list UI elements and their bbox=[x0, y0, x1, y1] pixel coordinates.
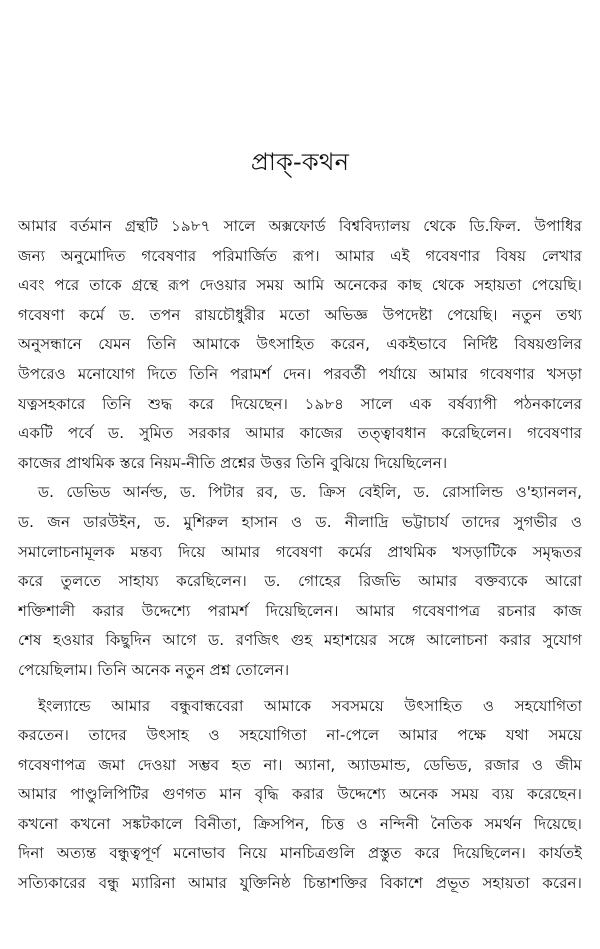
text-line: জন্য অনুমোদিত গবেষণার পরিমার্জিত রূপ। আমার এই গবেষণার বিষয় লেখার bbox=[18, 246, 582, 265]
text-line: দিনা অত্যন্ত বন্ধুত্বপূর্ণ মনোভাব নিয়ে মানচিত্রগুলি প্রস্তুত করে দিয়েছিলেন। কার্যতই bbox=[18, 844, 582, 863]
text-line: যত্নসহকারে তিনি শুদ্ধ করে দিয়েছেন। ১৯৮৪ সালে এক বর্ষব্যাপী পঠনকালের bbox=[18, 394, 582, 413]
paragraph-2 bbox=[18, 478, 582, 685]
text-line: কাজের প্রাথমিক স্তরে নিয়ম-নীতি প্রশ্নের উত্তর তিনি বুঝিয়ে দিয়েছিলেন। bbox=[18, 453, 448, 472]
text-line: এবং পরে তাকে গ্রন্থে রূপ দেওয়ার সময় আমি অনেকের কাছ থেকে সহায়তা পেয়েছি। bbox=[18, 276, 582, 295]
text-line: উপরেও মনোযোগ দিতে তিনি পরামর্শ দেন। পরবর্তী পর্যায়ে আমার গবেষণার খসড়া bbox=[18, 364, 582, 383]
text-line: আমার পাণ্ডুলিপিটির গুণগত মান বৃদ্ধি করার উদ্দেশ্যে অনেক সময় ব্যয় করেছেন। bbox=[18, 785, 582, 804]
text-line: আমার বর্তমান গ্রন্থটি ১৯৮৭ সালে অক্সফোর্ড বিশ্ববিদ্যালয় থেকে ডি.ফিল. উপাধির bbox=[18, 217, 582, 235]
text-line: করতেন। তাদের উৎসাহ ও সহযোগিতা না-পেলে আমার পক্ষে যথা সময়ে bbox=[18, 726, 582, 745]
text-line: একটি পর্বে ড. সুমিত সরকার আমার কাজের তত্ত্বাবধান করেছিলেন। গবেষণার bbox=[18, 424, 582, 443]
text-line: কখনো কখনো সঙ্কটকালে বিনীতা, ক্রিসপিন, চিত্ত ও নন্দিনী নৈতিক সমর্থন দিয়েছে। bbox=[18, 814, 582, 833]
text-line: ড. জন ডারউইন, ড. মুশিরুল হাসান ও ড. নীলাদ্রি ভট্টাচার্য তাদের সুগভীর ও bbox=[18, 512, 582, 531]
text-line: শেষ হওয়ার কিছুদিন আগে ড. রণজিৎ গুহ মহাশয়ের সঙ্গে আলোচনা করার সুযোগ bbox=[18, 631, 582, 650]
text-line: গবেষণা কর্মে ড. তপন রায়চৌধুরীর মতো অভিজ্ঞ উপদেষ্টা পেয়েছি। নতুন তথ্য bbox=[18, 305, 582, 324]
text-line: করে তুলতে সাহায্য করেছিলেন। ড. গোহের রিজভি আমার বক্তব্যকে আরো bbox=[18, 572, 582, 591]
body-text bbox=[18, 212, 582, 899]
text-line: সত্যিকারের বন্ধু ম্যারিনা আমার যুক্তিনিষ্ঠ চিন্তাশক্তির বিকাশে প্রভূত সহায়তা করেন। bbox=[18, 874, 582, 893]
paragraph-1 bbox=[18, 212, 582, 478]
text-line: অনুসন্ধানে যেমন তিনি আমাকে উৎসাহিত করেন, একইভাবে নির্দিষ্ট বিষয়গুলির bbox=[18, 335, 582, 354]
text-line: শক্তিশালী করার উদ্দেশ্যে পরামর্শ দিয়েছিলেন। আমার গবেষণাপত্র রচনার কাজ bbox=[18, 601, 582, 620]
text-line: ড. ডেভিড আর্নল্ড, ড. পিটার রব, ড. ক্রিস বেইলি, ড. রোসালিন্ড ও'হ্যানলন, bbox=[38, 483, 582, 502]
paragraph-3 bbox=[18, 692, 582, 899]
page-title: প্রাক্-কথন bbox=[250, 148, 350, 176]
text-line: ইংল্যান্ডে আমার বন্ধুবান্ধবেরা আমাকে সবসময়ে উৎসাহিত ও সহযোগিতা bbox=[38, 696, 582, 715]
text-line: পেয়েছিলাম। তিনি অনেক নতুন প্রশ্ন তোলেন। bbox=[18, 660, 290, 679]
text-line: গবেষণাপত্র জমা দেওয়া সম্ভব হত না। অ্যানা, অ্যাডমান্ড, ডেভিড, রজার ও জীম bbox=[18, 755, 582, 774]
text-line: সমালোচনামূলক মন্তব্য দিয়ে আমার গবেষণা কর্মের প্রাথমিক খসড়াটিকে সমৃদ্ধতর bbox=[18, 542, 582, 561]
